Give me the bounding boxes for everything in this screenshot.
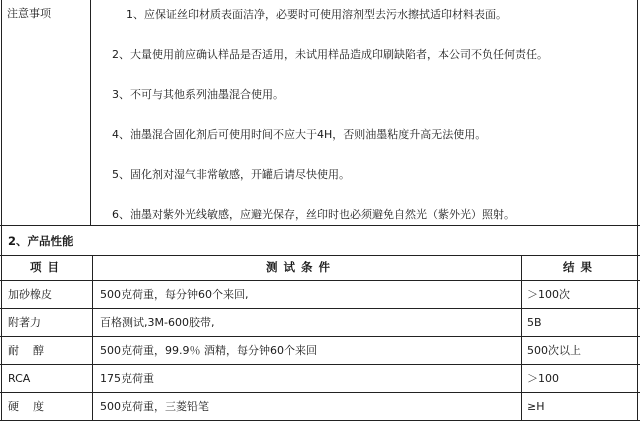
row-result: ≥H bbox=[527, 400, 545, 413]
rule-section-bottom bbox=[0, 255, 640, 256]
rule-left bbox=[1, 0, 2, 421]
row-condition: 500克荷重，三菱铅笔 bbox=[100, 400, 209, 413]
section-title: 2、产品性能 bbox=[8, 234, 74, 248]
row-item: 硬 度 bbox=[8, 400, 44, 413]
header-result: 结 果 bbox=[563, 260, 594, 274]
rule-row4-bottom bbox=[0, 392, 640, 393]
header-item: 项 目 bbox=[30, 260, 61, 274]
row-item: RCA bbox=[8, 372, 31, 385]
note-item: 5、固化剂对湿气非常敏感，开罐后请尽快使用。 bbox=[112, 168, 350, 181]
note-item: 3、不可与其他系列油墨混合使用。 bbox=[112, 88, 284, 101]
row-result: 5B bbox=[527, 316, 542, 329]
rule-col1 bbox=[92, 255, 93, 421]
row-item: 加砂橡皮 bbox=[8, 288, 52, 301]
row-condition: 百格测试,3M-600胶带, bbox=[100, 316, 215, 329]
row-item: 附著力 bbox=[8, 316, 41, 329]
note-item: 2、大量使用前应确认样品是否适用，未试用样品造成印刷缺陷者，本公司不负任何责任。 bbox=[112, 48, 548, 61]
header-condition: 测 试 条 件 bbox=[266, 260, 332, 274]
row-condition: 500克荷重，99.9％ 酒精，每分钟60个来回 bbox=[100, 344, 317, 357]
rule-notes-bottom bbox=[0, 225, 640, 226]
row-result: 500次以上 bbox=[527, 344, 581, 357]
rule-row2-bottom bbox=[0, 336, 640, 337]
row-condition: 500克荷重，每分钟60个来回, bbox=[100, 288, 249, 301]
rule-row5-bottom bbox=[0, 420, 640, 421]
rule-header-bottom bbox=[0, 280, 640, 281]
row-item: 耐 醇 bbox=[8, 344, 44, 357]
notes-label: 注意事项 bbox=[7, 7, 51, 20]
note-item: 6、油墨对紫外光线敏感，应避光保存，丝印时也必须避免自然光（紫外光）照射。 bbox=[112, 208, 515, 221]
rule-row1-bottom bbox=[0, 308, 640, 309]
row-result: ＞100次 bbox=[527, 288, 570, 301]
rule-right bbox=[637, 0, 638, 421]
rule-notes-divider bbox=[90, 0, 91, 226]
note-item: 4、油墨混合固化剂后可使用时间不应大于4H，否则油墨粘度升高无法使用。 bbox=[112, 128, 487, 141]
rule-row3-bottom bbox=[0, 364, 640, 365]
rule-col2 bbox=[521, 255, 522, 421]
row-condition: 175克荷重 bbox=[100, 372, 154, 385]
note-item: 1、应保证丝印材质表面洁净，必要时可使用溶剂型去污水擦拭适印材料表面。 bbox=[126, 8, 507, 21]
row-result: ＞100 bbox=[527, 372, 559, 385]
